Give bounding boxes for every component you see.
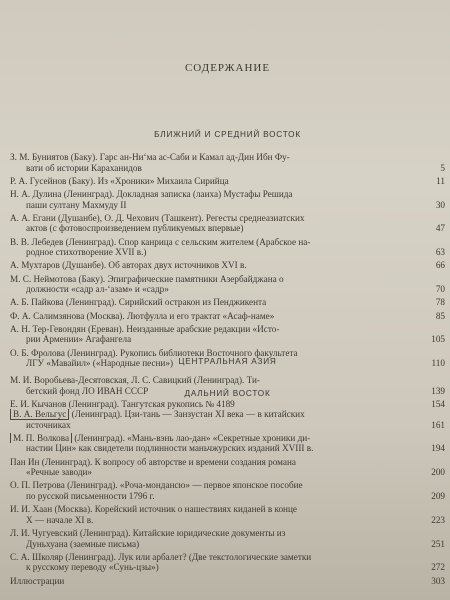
toc-entry: [10, 398, 445, 410]
page-number: 66: [435, 260, 445, 271]
toc-entry: [10, 575, 445, 587]
page-number: 200: [431, 467, 445, 478]
page-number: 5: [440, 162, 445, 173]
toc-entry: [10, 409, 445, 430]
toc-entry-line: Дуньхуана (заемные письма): [26, 538, 140, 549]
page-number: 161: [431, 419, 445, 430]
toc-entry: [10, 310, 445, 322]
toc-entry-line: А. Мухтаров (Душанбе). Об авторах двух источников XVI в.: [10, 260, 247, 271]
section-heading: ДАЛЬНИЙ ВОСТОК: [184, 389, 271, 398]
toc-entry: [10, 551, 445, 573]
toc-entry-line: О. П. Петрова (Ленинград). «Роча-мондансю» — первое японское пособие: [10, 480, 303, 491]
toc-entry: [10, 297, 445, 308]
section-heading: БЛИЖНИЙ И СРЕДНИЙ ВОСТОК: [154, 130, 301, 139]
page-number: 78: [435, 297, 445, 308]
page-title: СОДЕРЖАНИЕ: [184, 62, 271, 74]
toc-entry-line: А. А. Егани (Душанбе), О. Д. Чехович (Ташкент). Регесты среднеазиатских: [10, 212, 305, 223]
toc-entry-line: С. А. Школяр (Ленинград). Лук или арбалет? (Две текстологические заметки: [10, 551, 312, 562]
page-number: 47: [435, 223, 445, 234]
toc-entry: [10, 528, 445, 549]
page-number: 11: [436, 175, 445, 186]
toc-entry-line: к русскому переводу «Сунь-цзы»): [26, 562, 159, 573]
page-number: 223: [431, 514, 445, 525]
toc-entry-line: рии Армении» Агафангела: [26, 334, 132, 345]
author-name-box: М. П. Волкова: [10, 433, 72, 444]
toc-entry-line: паши султану Махмуду II: [26, 199, 127, 210]
toc-entry: [10, 323, 445, 345]
toc-entry-line: настии Цин» как свидетели подлинности маньчжурских изданий XVIII в.: [26, 443, 314, 454]
toc-entry-line: Пан Ин (Ленинград). К вопросу об авторстве и времени создания романа: [10, 456, 296, 467]
toc-entry: [10, 273, 445, 295]
toc-entry-line: Л. И. Чугуевский (Ленинград). Китайские юридические документы из: [10, 528, 286, 538]
toc-entry: [10, 456, 445, 478]
toc-entry-line: вати об истории Караханидов: [26, 162, 142, 173]
toc-entry: [10, 480, 445, 501]
toc-entry-line: по русской письменности 1796 г.: [26, 490, 155, 501]
page-number: 110: [431, 358, 445, 369]
page-number: 70: [435, 284, 445, 295]
section-heading: ЦЕНТРАЛЬНАЯ АЗИЯ: [178, 357, 277, 366]
toc-entry: [10, 189, 445, 210]
page-number: 194: [431, 443, 445, 454]
toc-entry: [10, 212, 445, 234]
toc-entry: [10, 432, 445, 454]
page-number: 154: [431, 398, 445, 409]
page-number: 272: [431, 562, 445, 573]
author-name-box: В. А. Вельгус: [10, 409, 69, 420]
toc-entry-line: Р. А. Гусейнов (Баку). Из «Хроники» Михаила Сирийца: [10, 175, 229, 186]
toc-entry-line: М. П. Волкова (Ленинград). «Мань-вэнь лао-дан» «Секретные хроники ди-: [10, 433, 430, 444]
toc-entry-line: источниках: [26, 419, 71, 430]
page-number: 105: [431, 334, 445, 345]
toc-entry-line: М. С. Неймотова (Баку). Эпиграфические памятники Азербайджана о: [10, 273, 284, 284]
page-number: 85: [435, 310, 445, 321]
page-number: 63: [435, 247, 445, 258]
toc-entry-line: бетский фонд ЛО ИВАН СССР: [26, 385, 149, 396]
toc-entry-line: В. А. Вельгус (Ленинград). Цзи-тань — Занзустан XI века — в китайских: [10, 409, 430, 420]
page-number: 209: [431, 490, 445, 501]
toc-entry-line: Иллюстрации: [10, 575, 65, 586]
toc-entry-line: актов (с фотовоспроизведением публикуемых впервые): [26, 223, 244, 234]
page-number: 30: [435, 199, 445, 210]
toc-entry-line: должности «садр ал-‘азам» и «садр»: [26, 284, 169, 295]
toc-entry-line: А. Н. Тер-Гевондян (Ереван). Неизданные арабские редакции «Исто-: [10, 323, 280, 334]
toc-entry-line: Ф. А. Салимзянова (Москва). Лютфулла и его трактат «Асаф-наме»: [10, 310, 275, 321]
toc-entry-line: родное стихотворение XVII в.): [26, 247, 147, 258]
toc-entry: [10, 236, 445, 258]
page-number: 139: [431, 385, 445, 396]
toc-entry-line: Е. И. Кычанов (Ленинград). Тангутская рукопись № 4189: [10, 398, 235, 409]
toc-entry-line: «Речные заводи»: [26, 467, 93, 478]
toc-entry-line: Н. А. Дулина (Ленинград). Докладная записка (лаиха) Мустафы Решида: [10, 189, 293, 199]
toc-entry-line: З. М. Буниятов (Баку). Гарс ан-Ни‘ма ас-Саби и Камал ад-Дин Ибн Фу-: [10, 152, 290, 162]
toc-entry: [10, 260, 445, 271]
toc-entry-line: X — начале XI в.: [26, 514, 94, 525]
toc-entry: [10, 175, 445, 187]
toc-entry: [10, 152, 445, 173]
toc-entry-line: И. И. Хаан (Москва). Корейский источник о нашествиях киданей в конце: [10, 504, 297, 515]
toc-entry-line: А. Б. Пайкова (Ленинград). Сирийский остракон из Пенджикента: [10, 297, 267, 308]
page-number: 303: [431, 575, 445, 586]
toc-entry-line: В. В. Лебедев (Ленинград). Спор канрица с сельским жителем (Арабское на-: [10, 236, 311, 247]
page-number: 251: [431, 538, 445, 549]
toc-entry-line: О. Б. Фролова (Ленинград). Рукопись библиотеки Восточного факультета: [10, 347, 298, 358]
toc-entry: [10, 504, 445, 525]
toc-entry-line: ЛГУ «Мавайил» («Народные песни»): [26, 358, 174, 369]
toc-entry-line: М. И. Воробьева-Десятовская, Л. С. Савицкий (Ленинград). Ти-: [10, 375, 260, 385]
